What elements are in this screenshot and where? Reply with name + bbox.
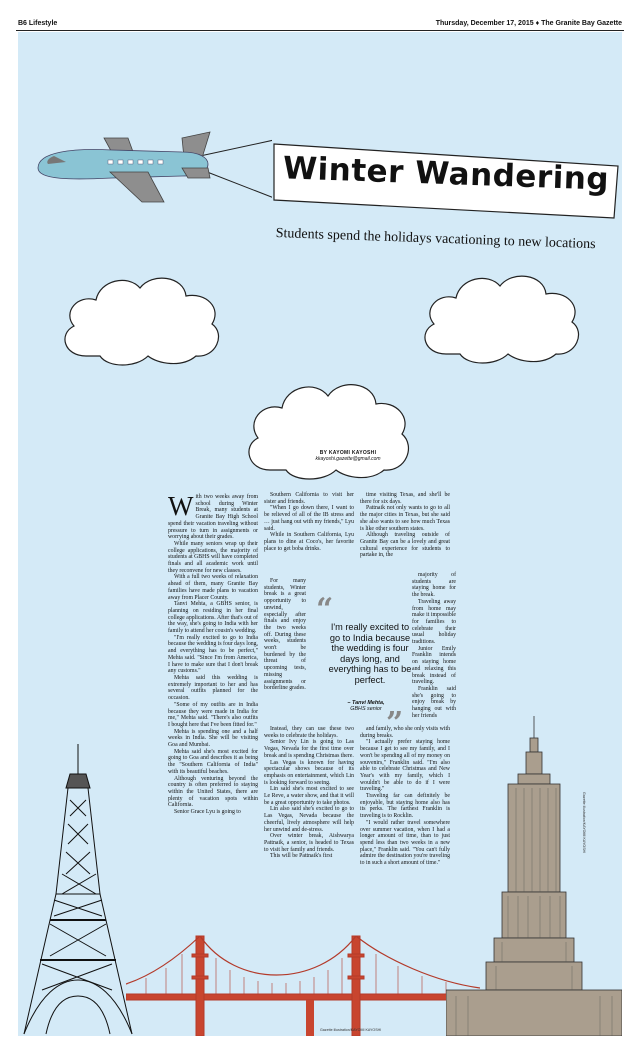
article-paragraph: Although venturing beyond the country is often preferred to staying within the United States, there are plenty of vacation spots within California. (168, 775, 258, 809)
article-paragraph: Lin said she's most excited to see Le Reve, a water show, and that it will be a great opportunity to take photos. (264, 786, 354, 806)
article-paragraph: While many seniors wrap up their college applications, the majority of students at GBHS will have completed finals and all academic work until they reconvene for new classes. (168, 540, 258, 574)
article-paragraph: time visiting Texas, and she'll be there for six days. (360, 492, 450, 505)
article-paragraph: "Some of my outfits are in India because they were made in India for me," Mehta said. "There's also outfits I bought here that I've been fitted for." (168, 701, 258, 728)
article-paragraph: Junior Emily Franklin intends on staying home and relaxing this break instead of traveling. (412, 645, 456, 686)
article-paragraph: Over winter break, Aishwarya Pattnaik, a senior, is headed to Texas to visit her family and friends. (264, 833, 354, 853)
eiffel-tower-illustration (20, 744, 136, 1036)
date-and-paper: Thursday, December 17, 2015 ♦ The Granite Bay Gazette (435, 20, 622, 27)
golden-gate-bridge-illustration (126, 924, 480, 1036)
article-paragraph: With two weeks away from school during Winter Break, many students at Granite Bay High School spend their vacation traveling without pressure to turn in assignments or worrying about their grades. (168, 491, 258, 541)
byline (286, 450, 410, 462)
article-paragraph: For many students, Winter break is a great opportunity to unwind, especially after finals and enjoy the two weeks off. During these weeks, students won't be burdened by the threat of upcoming tests, missing assignments or borderline grades. (264, 578, 306, 692)
article-paragraph: and family, who she only visits with during breaks. (360, 726, 450, 739)
drop-cap: W (168, 491, 194, 521)
section-label: B6 Lifestyle (18, 20, 58, 27)
article-paragraph: Although traveling outside of Granite Bay can be a lovely and great cultural experience for students to partake in, the (360, 532, 450, 559)
article-paragraph: With a full two weeks of relaxation ahead of them, many Granite Bay families have made plans to vacation away from Placer County. (168, 574, 258, 601)
article-paragraph: Las Vegas is known for having spectacular shows because of its emphasis on entertainment, which Lin is looking forward to seeing. (264, 759, 354, 786)
airplane-illustration (32, 128, 272, 216)
article-paragraph: Traveling away from home may make it impossible for families to celebrate their usual holiday traditions. (412, 598, 456, 646)
article-column-3-bottom (360, 726, 450, 867)
pull-quote-text: I'm really excited to go to India because the wedding is four days long, and everything has to be perfect. (328, 622, 412, 685)
headline-subtitle: Students spend the holidays vacationing to new locations (275, 226, 596, 253)
article-paragraph: "I'm really excited to go to India because the wedding is four days long, and everything has to be perfect," Mehta said. "Since I'm from America, I have to make sure that I don't break any customs." (168, 634, 258, 675)
article-column-2-narrow (264, 578, 306, 692)
article-paragraph: Franklin said she's going to enjoy break by hanging out with her friends (412, 685, 456, 719)
feature-panel (18, 32, 622, 1036)
byline-email: kkayoshi.gazette@gmail.com (315, 456, 381, 462)
article-column-3-narrow (412, 572, 456, 719)
headline-title: Winter Wandering (282, 150, 610, 198)
article-paragraph: Mehta is spending one and a half weeks in India. She will be visiting Goa and Mumbai. (168, 728, 258, 749)
pull-quote-role: GBHS senior (350, 706, 382, 713)
article-paragraph: majority of students are staying home for the break. (412, 572, 456, 599)
article-column-3-top (360, 492, 450, 559)
bridge-credit: Gazette illustration/KAYOMI KAYOSHI (320, 1028, 382, 1032)
article-paragraph: "When I go down there, I want to be relieved of all of the IB stress and … just hang out with my friends," Lyu said. (264, 505, 354, 532)
cloud-center (240, 372, 416, 486)
article-paragraph: Senior Ivy Lin is going to Las Vegas, Nevada for the first time over break and is spending Christmas there. (264, 739, 354, 759)
cloud-left (56, 264, 226, 372)
article-paragraph: Southern California to visit her sister and friends. (264, 492, 354, 505)
article-paragraph: While in Southern California, Lyu plans to dine at Coco's, her favorite place to get boba drinks. (264, 532, 354, 552)
article-paragraph: Traveling far can definitely be enjoyable, but staying home also has its perks. The farthest Franklin is traveling is to Rocklin. (360, 793, 450, 820)
article-column-1 (168, 491, 258, 816)
article-paragraph: Lin also said she's excited to go to Las Vegas, Nevada because the cheerful, lively atmosphere will help her unwind and de-stress. (264, 806, 354, 833)
cloud-right (416, 264, 588, 370)
article-paragraph: Tanvi Mehta, a GBHS senior, is planning on residing in her final college applications. After that's out of the way, she's going to India with her family to attend her cousin's wedding. (168, 601, 258, 635)
building-credit: Gazette illustration/KAYOMI KAYOSHI (582, 792, 586, 854)
open-quote-icon: “ (316, 592, 334, 627)
byline-name: BY KAYOMI KAYOSHI (319, 450, 377, 456)
close-quote-icon: ” (386, 706, 404, 741)
article-paragraph: Pattnaik not only wants to go to all the major cities in Texas, but she said she also wants to see how much Texas is like other southern states. (360, 505, 450, 532)
article-paragraph: Senior Grace Lyu is going to (174, 809, 241, 816)
article-paragraph: Mehta said she's most excited for going to Goa and describes it as being the "Southern California of India" with its beautiful beaches. (168, 748, 258, 775)
article-paragraph: Instead, they can use these two weeks to celebrate the holidays. (264, 726, 354, 739)
pull-quote-name: – Tanvi Mehta, (347, 700, 385, 706)
empire-state-building-illustration (446, 716, 622, 1036)
headline-banner (272, 138, 620, 220)
page-header (16, 14, 624, 31)
article-paragraph: This will be Pattnaik's first (270, 853, 333, 860)
article-paragraph: Mehta said this wedding is extremely important to her and has several outfits planned for the occasion. (168, 674, 258, 702)
article-paragraph: "I actually prefer staying home because I get to see my family, and I won't be spending all of my money on souvenirs," Franklin said. "I'm also able to celebrate Christmas and New Year's with my family, which I wouldn't be able to do if I were traveling." (360, 739, 450, 793)
article-paragraph: "I would rather travel somewhere over summer vacation, when I had a longer amount of time, than to just spend less than two weeks in a new place," Franklin said. "You can't fully admire the destination you're traveling to in such a short amount of time." (360, 819, 450, 867)
article-column-2-top (264, 492, 354, 552)
article-column-2-bottom (264, 726, 354, 860)
